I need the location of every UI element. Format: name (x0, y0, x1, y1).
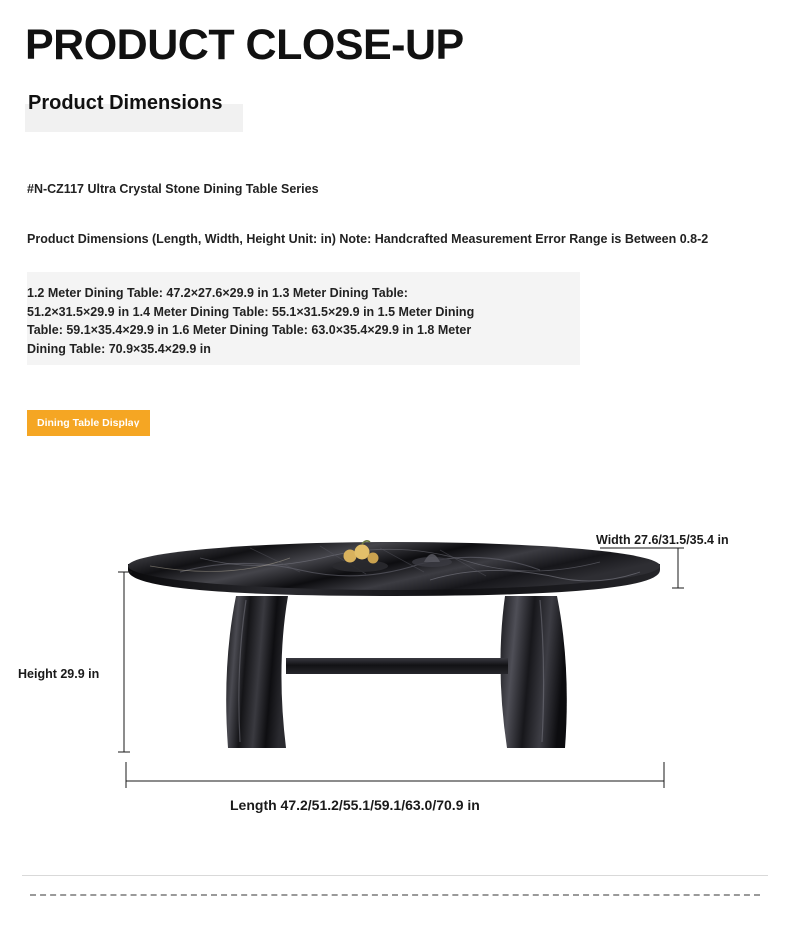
section-heading (25, 92, 255, 134)
length-dimension-label: Length 47.2/51.2/55.1/59.1/63.0/70.9 in (230, 797, 480, 813)
series-code-text: #N-CZ117 Ultra Crystal Stone Dining Table Series (27, 182, 319, 196)
section-heading-label: Product Dimensions (28, 92, 223, 114)
length-dimension-line (126, 762, 664, 788)
footer-dashed-divider (30, 894, 760, 896)
height-dimension-line (118, 572, 132, 752)
dimension-note-text: Product Dimensions (Length, Width, Height Unit: in) Note: Handcrafted Measurement Error Range is Between 0.8-2 (27, 232, 709, 246)
footer-divider (22, 875, 768, 876)
badge-tail-shape (133, 410, 142, 436)
table-illustration (0, 500, 790, 830)
table-base (226, 596, 567, 748)
height-dimension-label: Height 29.9 in (18, 667, 100, 681)
width-dimension-label: Width 27.6/31.5/35.4 in (596, 533, 729, 547)
dimension-list-text: 1.2 Meter Dining Table: 47.2×27.6×29.9 in 1.3 Meter Dining Table: 51.2×31.5×29.9 in 1.4 Meter Dining Table: 55.1×31.5×29.9 in 1.5 Meter Dining Table: 59.1×35.4×29.9 in 1.6 Meter Dining Table: 63.0×35.4×29.9 in 1.8 Meter Dining Table: 70.9×35.4×29.9 in (27, 286, 475, 356)
table-top (128, 542, 660, 596)
dining-table-display-badge: Dining Table Display (27, 410, 150, 436)
page-title: PRODUCT CLOSE-UP (25, 21, 464, 69)
product-dimension-diagram (0, 500, 790, 830)
